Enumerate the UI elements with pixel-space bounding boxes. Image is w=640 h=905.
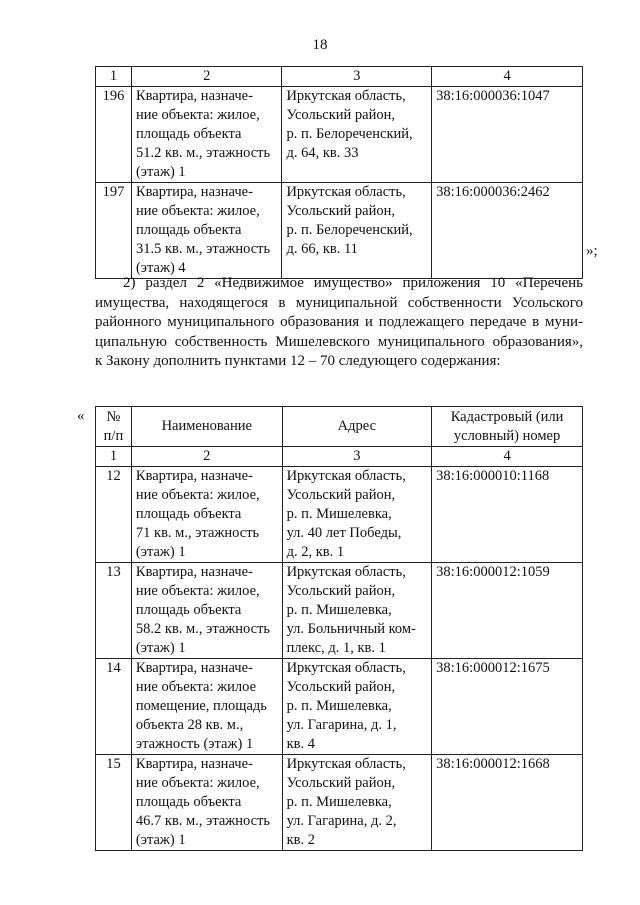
object-address: Иркутская область, Усольский район, р. п. Мишелевка, ул. Гагарина, д. 2, кв. 2 — [282, 755, 432, 851]
row-number: 12 — [96, 467, 132, 563]
paragraph-line: имущества, находящегося в муниципальной собственности Усольского — [95, 294, 583, 311]
paragraph-line: к Закону дополнить пунктами 12 – 70 следующего содержания: — [95, 353, 501, 369]
table-row — [96, 87, 583, 183]
cadastral-number: 38:16:000036:1047 — [432, 87, 583, 183]
paragraph-line: 2) раздел 2 «Недвижимое имущество» приложения 10 «Перечень — [123, 275, 583, 291]
object-name: Квартира, назначе- ние объекта: жилое, площадь объекта 51.2 кв. м., этажность (этаж) 1 — [131, 87, 281, 183]
object-address: Иркутская область, Усольский район, р. п. Белореченский, д. 64, кв. 33 — [282, 87, 432, 183]
cadastral-number: 38:16:000012:1059 — [432, 563, 583, 659]
amendment-paragraph — [95, 274, 583, 372]
column-number-cell: 3 — [282, 67, 432, 87]
page-number: 18 — [312, 37, 328, 53]
object-name: Квартира, назначе- ние объекта: жилое, площадь объекта 58.2 кв. м., этажность (этаж) 1 — [131, 563, 282, 659]
cadastral-number: 38:16:000012:1668 — [432, 755, 583, 851]
column-number-row — [96, 67, 583, 87]
column-number-cell: 1 — [96, 67, 132, 87]
object-name: Квартира, назначе- ние объекта: жилое помещение, площадь объекта 28 кв. м., этажность (этаж) 1 — [131, 659, 282, 755]
table-row — [96, 659, 583, 755]
object-name: Квартира, назначе- ние объекта: жилое, площадь объекта 46.7 кв. м., этажность (этаж) 1 — [131, 755, 282, 851]
column-number-cell: 2 — [131, 447, 282, 467]
object-address: Иркутская область, Усольский район, р. п. Белореченский, д. 66, кв. 11 — [282, 183, 432, 279]
column-number-cell: 1 — [96, 447, 132, 467]
paragraph-line: районного муниципального образования и подлежащего передаче в муни- — [95, 314, 583, 330]
row-number: 13 — [96, 563, 132, 659]
column-number-cell: 4 — [432, 67, 583, 87]
cadastral-number: 38:16:000010:1168 — [432, 467, 583, 563]
table-row — [96, 467, 583, 563]
column-number-cell: 3 — [282, 447, 432, 467]
row-number: 14 — [96, 659, 132, 755]
row-number: 197 — [96, 183, 132, 279]
header-row — [96, 407, 583, 447]
cadastral-number: 38:16:000012:1675 — [432, 659, 583, 755]
closing-quote: »; — [586, 243, 598, 259]
object-address: Иркутская область, Усольский район, р. п. Мишелевка, ул. Больничный ком- плекс, д. 1, кв. 1 — [282, 563, 432, 659]
cadastral-number: 38:16:000036:2462 — [432, 183, 583, 279]
property-table-additions — [95, 406, 583, 851]
column-number-cell: 4 — [432, 447, 583, 467]
object-address: Иркутская область, Усольский район, р. п. Мишелевка, ул. Гагарина, д. 1, кв. 4 — [282, 659, 432, 755]
header-name: Наименование — [131, 407, 282, 447]
row-number: 15 — [96, 755, 132, 851]
property-table-continued — [95, 66, 583, 279]
column-number-row — [96, 447, 583, 467]
header-number: № п/п — [96, 407, 132, 447]
object-name: Квартира, назначе- ние объекта: жилое, площадь объекта 71 кв. м., этажность (этаж) 1 — [131, 467, 282, 563]
object-name: Квартира, назначе- ние объекта: жилое, площадь объекта 31.5 кв. м., этажность (этаж) 4 — [131, 183, 281, 279]
column-number-cell: 2 — [131, 67, 281, 87]
object-address: Иркутская область, Усольский район, р. п. Мишелевка, ул. 40 лет Победы, д. 2, кв. 1 — [282, 467, 432, 563]
row-number: 196 — [96, 87, 132, 183]
table-row — [96, 563, 583, 659]
header-address: Адрес — [282, 407, 432, 447]
table-row — [96, 183, 583, 279]
header-cadastral: Кадастровый (или условный) номер — [432, 407, 583, 447]
paragraph-line: ципальную собственность Мишелевского муниципального образования», — [95, 333, 583, 350]
table-row — [96, 755, 583, 851]
opening-quote: « — [77, 408, 85, 424]
